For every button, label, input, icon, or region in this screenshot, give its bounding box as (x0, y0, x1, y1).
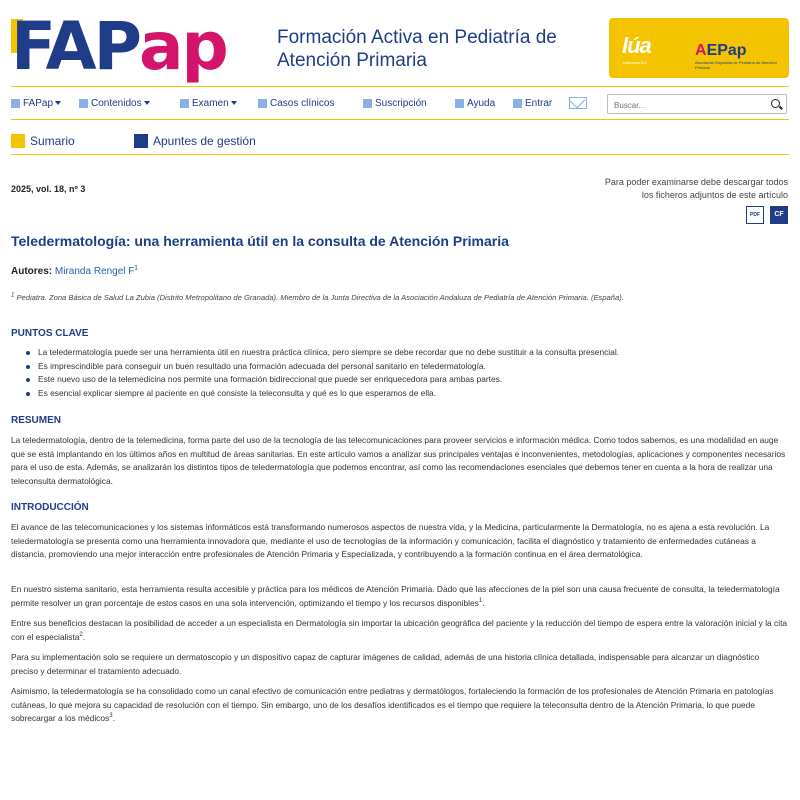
paragraph-text: En nuestro sistema sanitario, esta herramienta resulta accesible y práctica para los médicos de Atención Primaria. Dado que las afecciones de la piel son una causa frecuente de consulta, la teledermatología permite resolver un gran porcentaje de estos casos en una sola intervención, optimizando el tiempo y los recursos disponibles (11, 584, 780, 608)
author-link[interactable]: Miranda Rengel F (54, 266, 135, 277)
nav-item-label: Contenidos (91, 97, 142, 109)
exam-note: Para poder examinarse debe descargar todos los ficheros adjuntos de este artículo (604, 177, 788, 200)
tab-apuntes-gestion[interactable] (134, 134, 256, 148)
affiliation-text: Pediatra. Zona Básica de Salud La Zubia (Distrito Metropolitano de Granada). Miembro de la Junta Directiva de la Asociación Andaluza de Pediatría de Atención Primaria. (España). (16, 293, 624, 302)
key-points-list (26, 346, 786, 400)
lua-logo[interactable]: lúa (622, 33, 651, 58)
site-header (0, 0, 800, 86)
nav-item-suscripcion[interactable] (363, 94, 427, 112)
paragraph-text: Entre sus beneficios destacan la posibilidad de acceder a un especialista en Dermatología sin importar la ubicación geográfica del paciente y la reducción del tiempo de espera entre la valoración inicial y la cita con el especialista (11, 618, 788, 642)
nav-bullet-icon (180, 99, 189, 108)
list-item: Es esencial explicar siempre al paciente en qué consiste la teleconsulta y qué es lo que esperamos de ella. (26, 387, 786, 401)
aepap-logo-text: EPap (706, 42, 747, 59)
search-icon[interactable] (771, 99, 780, 108)
nav-item-label: Ayuda (467, 97, 496, 109)
nav-bullet-icon (79, 99, 88, 108)
intro-heading: INTRODUCCIÓN (11, 502, 89, 513)
caret-down-icon (231, 101, 237, 105)
intro-paragraph-1: El avance de las telecomunicaciones y los sistemas informáticos está transformando numerosos aspectos de nuestra vida, y la Medicina, particularmente la Dermatología, no es ajena a esta revolución. La teledermatología se presenta como una herramienta innovadora que, mediante el uso de tecnologías de la información y comunicación, facilita el diagnóstico y tratamiento de enfermedades cutáneas a distancia, promoviendo una mejor interacción entre profesionales de Atención Primaria y Especializada, y contribuyendo a la formación continua en el área dermatológica. (11, 522, 770, 560)
citation-sup[interactable]: 3 (109, 713, 113, 720)
caret-down-icon (144, 101, 150, 105)
main-nav (11, 94, 789, 114)
search-box (607, 94, 787, 114)
citation-sup[interactable]: 1 (478, 597, 483, 604)
nav-item-entrar[interactable] (513, 94, 552, 112)
nav-item-casos-clinicos[interactable] (258, 94, 334, 112)
summary-text: La teledermatología, dentro de la telemedicina, forma parte del uso de la tecnología de las telecomunicaciones para proveer servicios e información médica. Como todos sabemos, es una modalidad en auge que se está implantando en los últimos años en multitud de áreas sanitarias. En este artículo vamos a analizar sus principales ventajas e inconvenientes, metodologías, aplicaciones y componentes necesarios para el uso de esta. Además, se analizarán los distintos tipos de teledermatología que podemos encontrar, así como las recomendaciones esenciales que debemos tener en cuenta a la hora de realizar una teleconsulta dermatológica. (11, 435, 786, 486)
list-item: Este nuevo uso de la telemedicina nos permite una formación bidireccional que puede ser enriquecedora para ambas partes. (26, 373, 786, 387)
paragraph-text: Asimismo, la teledermatología se ha consolidado como un canal efectivo de comunicación entre pediatras y dermatólogos, fortaleciendo la formación de los profesionales de Atención Primaria en patologías cutáneas, lo que mejora su capacidad de resolución con el tiempo. Sin embargo, uno de los desafíos identificados es el tiempo que requiere la teleconsulta dentro de la Atención Primaria, lo que puede sobrecargar a los médicos (11, 686, 774, 724)
nav-item-fapap[interactable] (11, 94, 61, 112)
intro-paragraph-4: Para su implementación solo se requiere un dermatoscopio y un dispositivo capaz de capturar imágenes de calidad, además de una historia clínica detallada, indispensable para alcanzar un diagnóstico preciso y determinar el tratamiento adecuado. (11, 652, 760, 676)
caret-down-icon (55, 101, 61, 105)
nav-bullet-icon (455, 99, 464, 108)
nav-item-label: FAPap (23, 97, 54, 109)
nav-item-ayuda[interactable] (455, 94, 495, 112)
nav-item-label: Entrar (525, 97, 553, 109)
logo-p: P (93, 8, 139, 85)
search-input[interactable] (614, 97, 764, 115)
article-title: Teledermatología: una herramienta útil en la consulta de Atención Primaria (11, 233, 509, 249)
tab-sumario[interactable] (11, 134, 75, 148)
site-title-line2: Atención Primaria (277, 50, 427, 71)
nav-divider (11, 119, 789, 120)
tab-label: Apuntes de gestión (153, 134, 256, 148)
aepap-logo-a: A (695, 42, 707, 59)
list-item: La teledermatología puede ser una herramienta útil en nuestra práctica clínica, pero siempre se debe recordar que no debe sustituir a la consulta presencial. (26, 346, 786, 360)
list-item: Es imprescindible para conseguir un buen resultado una formación adecuada del personal sanitario en teledermatología. (26, 360, 786, 374)
logo-fa: FA (11, 8, 94, 85)
nav-bullet-icon (363, 99, 372, 108)
fapap-logo[interactable] (11, 8, 227, 85)
tab-label: Sumario (30, 134, 75, 148)
site-title (277, 26, 557, 72)
partner-logos (609, 18, 789, 78)
intro-paragraph-3: Entre sus beneficios destacan la posibilidad de acceder a un especialista en Dermatología sin importar la ubicación geográfica del paciente y la reducción del tiempo de espera entre la valoración inicial y la cita con el especialista$^2$. (11, 618, 788, 642)
authors-label: Autores: (11, 266, 53, 277)
header-divider (11, 86, 789, 87)
nav-item-label: Casos clínicos (270, 97, 335, 109)
intro-paragraph-2: En nuestro sistema sanitario, esta herramienta resulta accesible y práctica para los médicos de Atención Primaria. Dado que las afecciones de la piel son una causa frecuente de consulta, la teledermatología permite resolver un gran porcentaje de estos casos en una sola intervención, optimizando el tiempo y los recursos disponibles$^1$. (11, 584, 780, 608)
nav-bullet-icon (513, 99, 522, 108)
tabs-divider (11, 154, 789, 155)
lua-logo-subtitle: ediciones 5.0 (623, 60, 647, 65)
authors (11, 266, 138, 277)
aepap-logo[interactable] (695, 42, 747, 60)
summary-heading: RESUMEN (11, 415, 62, 426)
affiliation (11, 293, 781, 302)
key-points-heading: PUNTOS CLAVE (11, 328, 89, 339)
site-title-line1: Formación Activa en Pediatría de (277, 27, 557, 48)
nav-item-label: Suscripción (375, 97, 427, 109)
intro-paragraph-5: Asimismo, la teledermatología se ha consolidado como un canal efectivo de comunicación entre pediatras y dermatólogos, fortaleciendo la formación de los profesionales de Atención Primaria en patologías cutáneas, lo que mejora su capacidad de resolución con el tiempo. Sin embargo, uno de los desafíos identificados es el tiempo que requiere la teleconsulta dentro de la Atención Primaria, lo que puede sobrecargar a los médicos$^3$. (11, 686, 774, 724)
nav-item-contenidos[interactable] (79, 94, 150, 112)
mail-icon[interactable] (569, 97, 587, 109)
tab-square-icon (134, 134, 148, 148)
nav-bullet-icon (11, 99, 20, 108)
nav-bullet-icon (258, 99, 267, 108)
cf-download-icon[interactable]: CF (770, 206, 788, 224)
affiliation-sup: 1 (11, 292, 15, 299)
citation-sup[interactable]: 2 (79, 631, 83, 638)
aepap-logo-subtitle: Asociación Española de Pediatría de Atención Primaria (695, 60, 777, 70)
nav-item-examen[interactable] (180, 94, 237, 112)
nav-item-label: Examen (192, 97, 229, 109)
author-sup: 1 (134, 265, 138, 272)
issue-info: 2025, vol. 18, nº 3 (11, 184, 86, 194)
tab-square-icon (11, 134, 25, 148)
pdf-download-icon[interactable]: PDF (746, 206, 764, 224)
logo-ap: ap (138, 8, 227, 85)
